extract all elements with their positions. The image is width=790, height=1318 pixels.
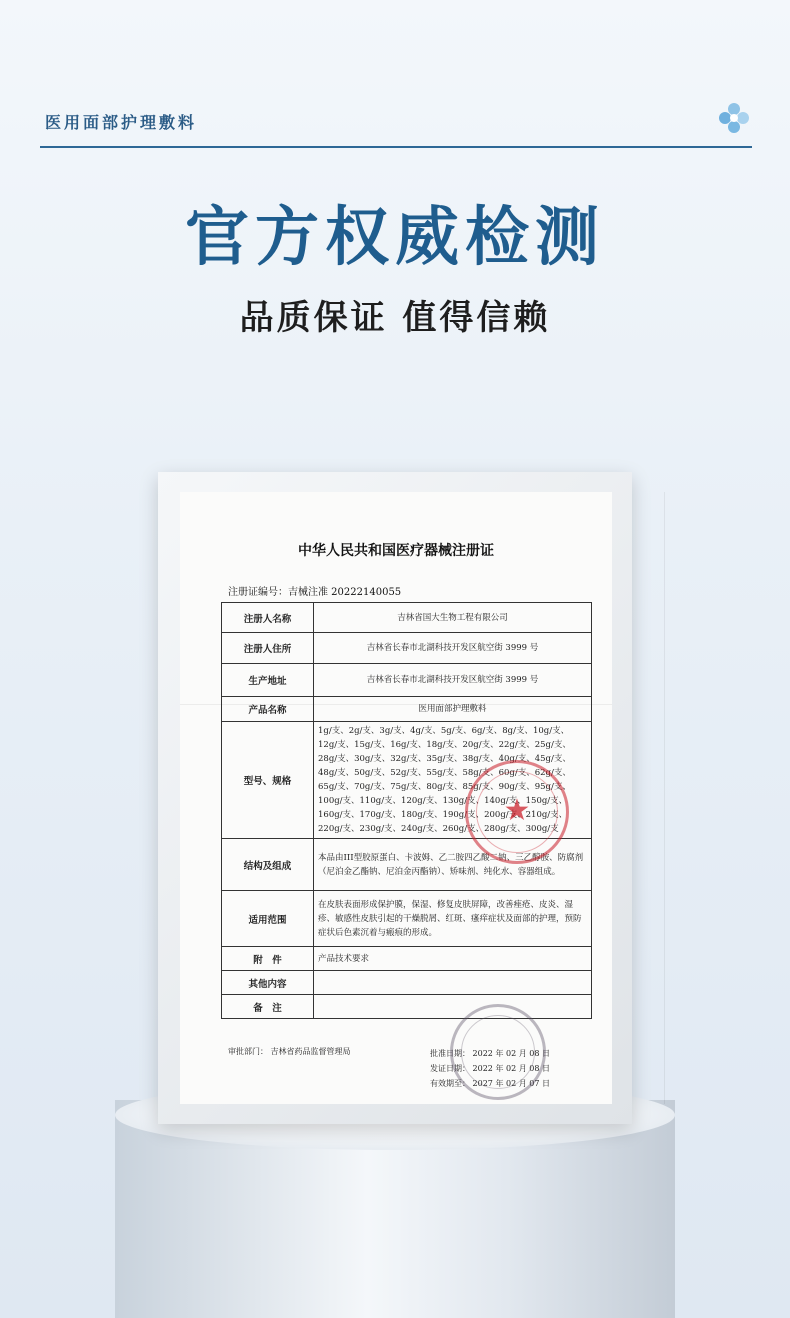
certificate-paper	[180, 492, 612, 1104]
paper-fold-vertical	[664, 492, 665, 1104]
table-row	[222, 633, 592, 664]
table-row	[222, 947, 592, 971]
row-value: 产品技术要求	[314, 947, 592, 971]
row-value: 本品由III型胶原蛋白、卡波姆、乙二胺四乙酸二钠、三乙醇胺、防腐剂（尼泊金乙酯钠、尼泊金丙酯钠）、矫味剂、纯化水、容器组成。	[314, 839, 592, 891]
row-value	[314, 971, 592, 995]
table-row	[222, 697, 592, 722]
page-subtitle: 品质保证 值得信赖	[239, 298, 551, 338]
row-label: 产品名称	[222, 697, 314, 722]
brand-label: 医用面部护理敷料	[45, 113, 198, 132]
authority-seal	[450, 1004, 546, 1100]
row-label: 结构及组成	[222, 839, 314, 891]
row-label: 注册人住所	[222, 633, 314, 664]
certificate-title: 中华人民共和国医疗器械注册证	[298, 543, 494, 559]
flower-logo-icon	[716, 100, 752, 136]
table-row	[222, 603, 592, 633]
row-value: 吉林省长春市北湖科技开发区航空街 3999 号	[314, 633, 592, 664]
row-label: 生产地址	[222, 664, 314, 697]
approval-date: 批准日期： 2022 年 02 月 08 日	[430, 1049, 550, 1058]
row-label: 注册人名称	[222, 603, 314, 633]
row-value: 吉林省国大生物工程有限公司	[314, 603, 592, 633]
page-title: 官方权威检测	[185, 201, 605, 275]
table-row	[222, 971, 592, 995]
row-value: 吉林省长春市北湖科技开发区航空街 3999 号	[314, 664, 592, 697]
approval-authority: 审批部门： 吉林省药品监督管理局	[228, 1047, 351, 1056]
table-row	[222, 664, 592, 697]
star-icon: ★	[503, 793, 531, 828]
row-label: 其他内容	[222, 971, 314, 995]
official-red-seal	[465, 760, 569, 864]
row-value: 在皮肤表面形成保护膜，保湿、修复皮肤屏障，改善痤疮、皮炎、湿疹、敏感性皮肤引起的干燥脱屑、红斑、瘙痒症状及面部的护理，预防症状后色素沉着与瘢痕的形成。	[314, 891, 592, 947]
table-row	[222, 891, 592, 947]
row-label: 附 件	[222, 947, 314, 971]
header-divider	[40, 146, 752, 148]
row-label: 备 注	[222, 995, 314, 1019]
row-value: 1g/支、2g/支、3g/支、4g/支、5g/支、6g/支、8g/支、10g/支、12g/支、15g/支、16g/支、18g/支、20g/支、22g/支、25g/支、28g/支、30g/支、32g/支、35g/支、38g/支、40g/支、45g/支、48g/支、50g/支、52g/支、55g/支、58g/支、60g/支、62g/支、65g/支、70g/支、75g/支、80g/支、85g/支、90g/支、95g/支、100g/支、110g/支、120g/支、130g/支、140g/支、150g/支、160g/支、170g/支、180g/支、190g/支、200g/支、210g/支、220g/支、230g/支、240g/支、260g/支、280g/支、300g/支	[314, 722, 592, 839]
row-value	[314, 995, 592, 1019]
expiry-date: 有效期至： 2027 年 02 月 07 日	[430, 1079, 550, 1088]
issue-date: 发证日期： 2022 年 02 月 08 日	[430, 1064, 550, 1073]
table-row	[222, 995, 592, 1019]
registration-number: 注册证编号：吉械注准 20222140055	[228, 587, 402, 598]
row-label: 型号、规格	[222, 722, 314, 839]
row-label: 适用范围	[222, 891, 314, 947]
row-value: 医用面部护理敷料	[314, 697, 592, 722]
